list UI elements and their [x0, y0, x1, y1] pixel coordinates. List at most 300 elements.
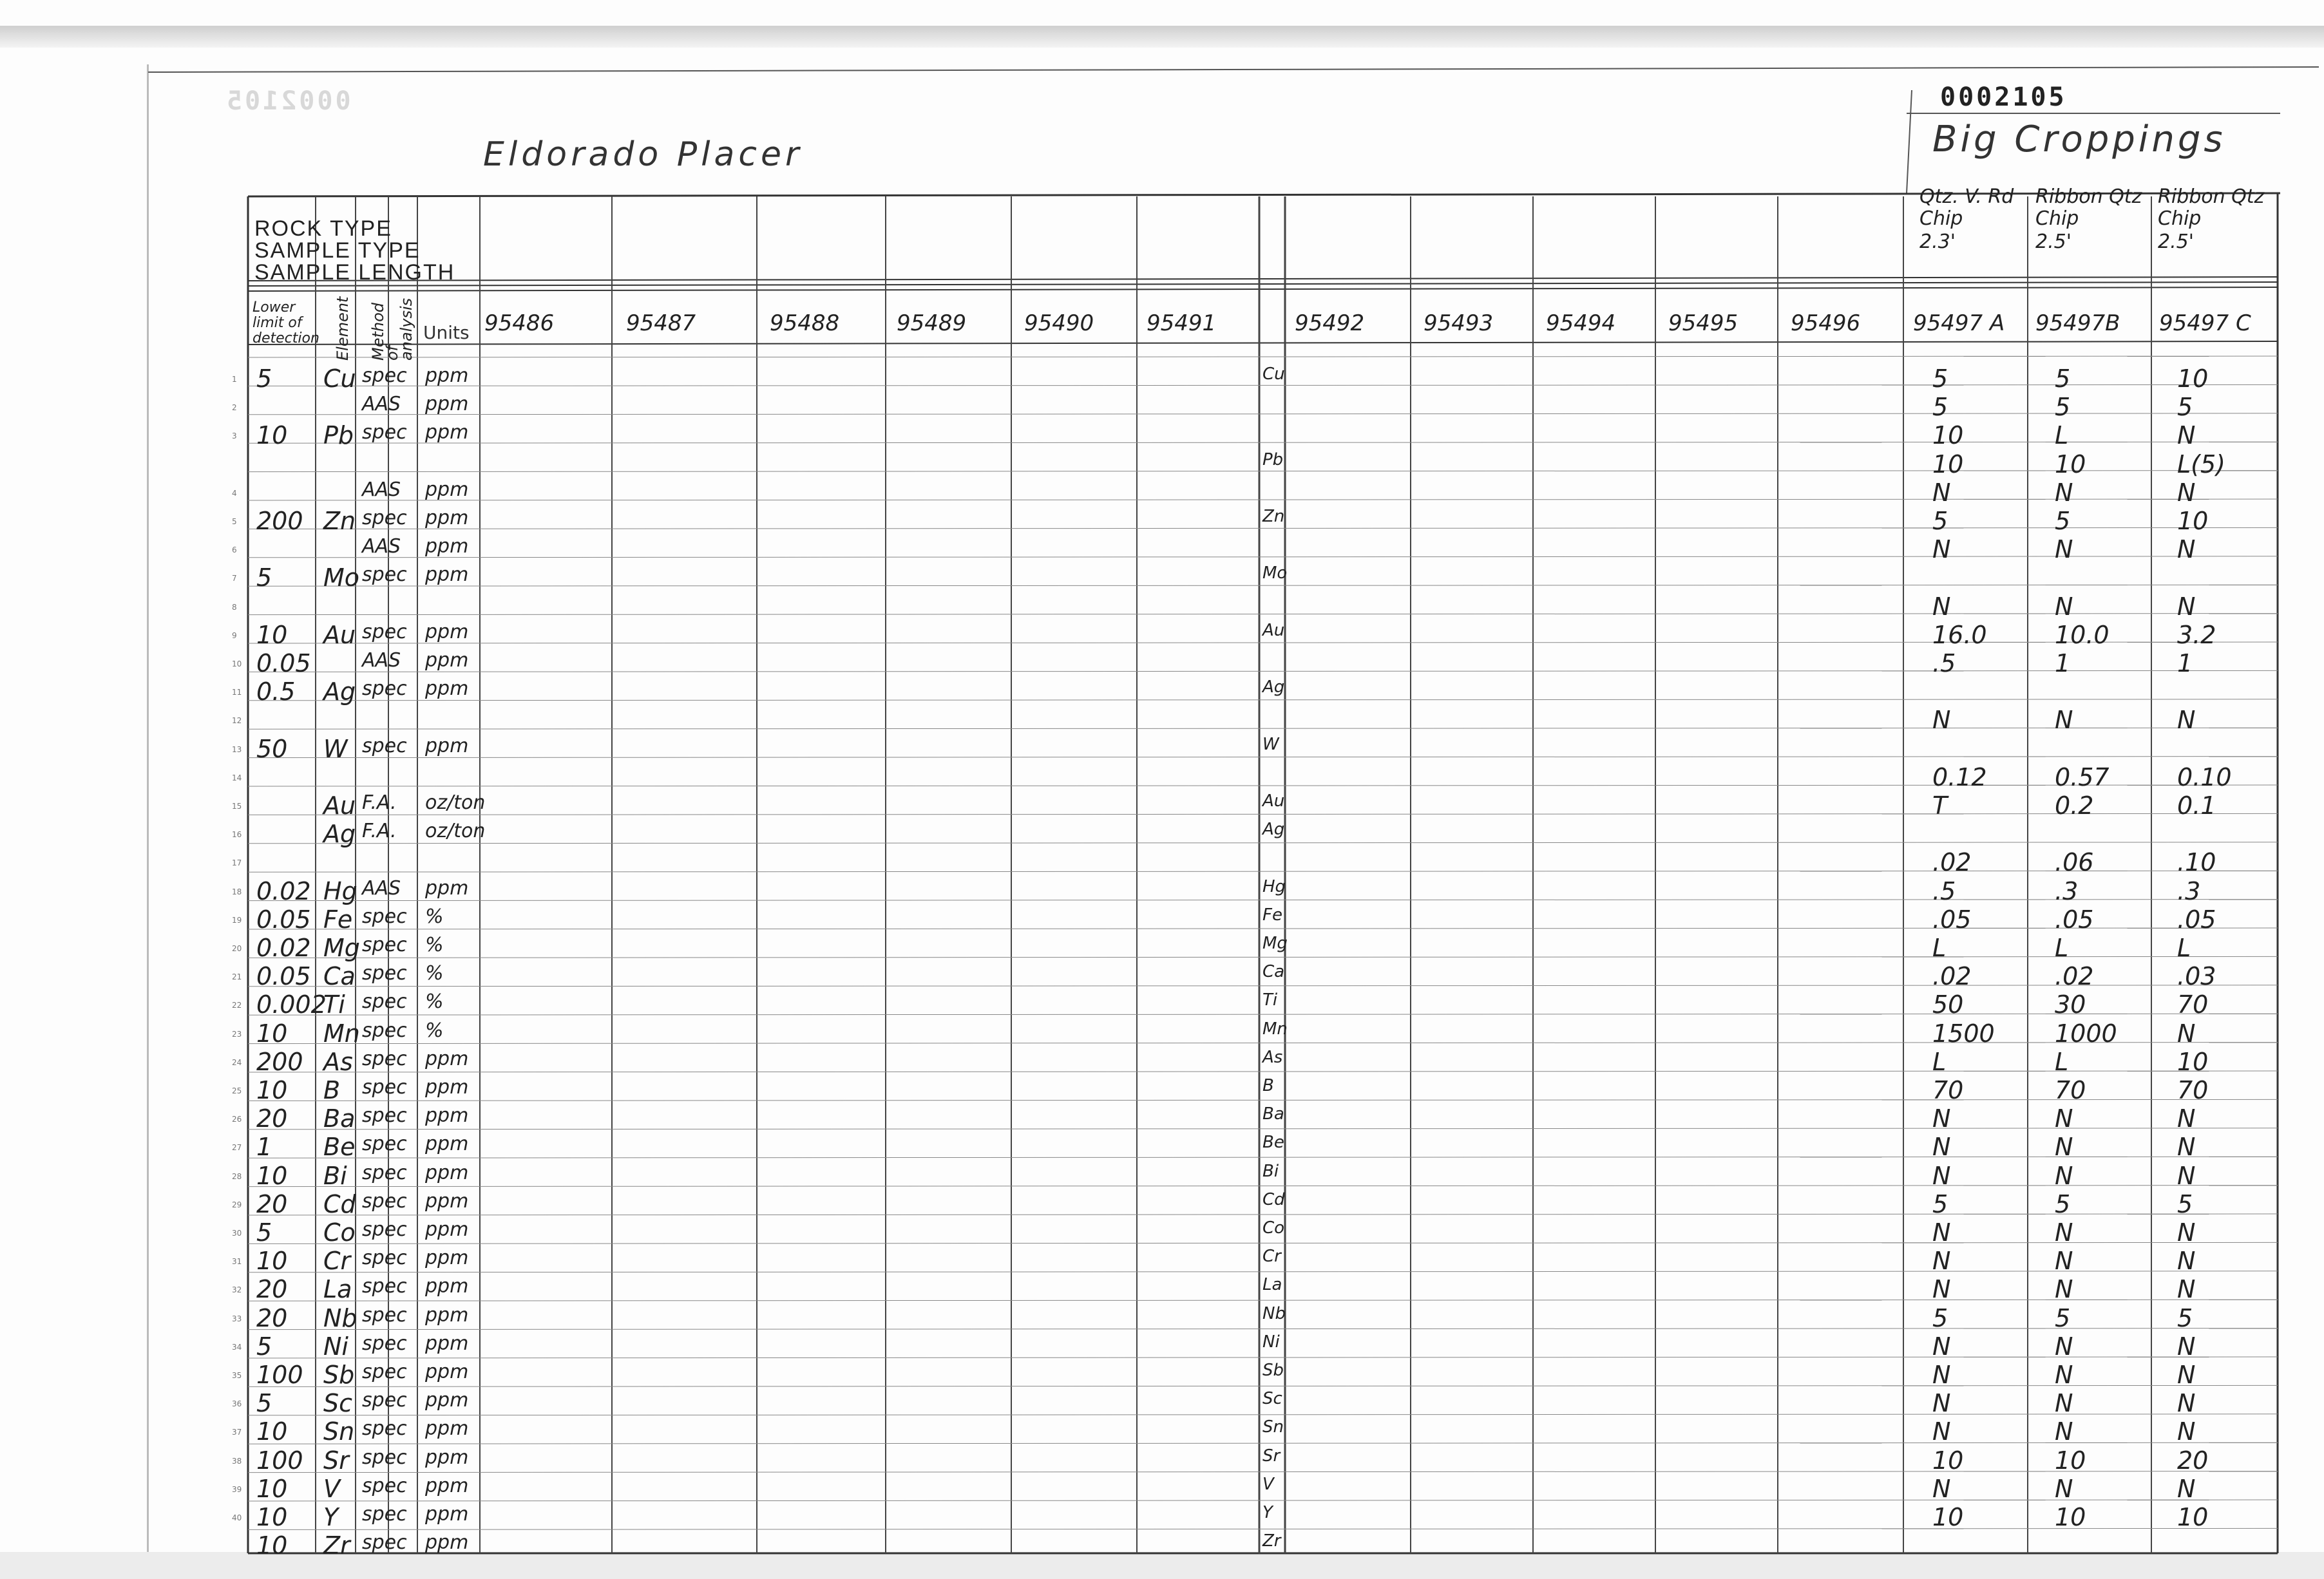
result-95497c: N: [2177, 535, 2196, 564]
lower-limit-value: 10: [256, 620, 288, 649]
row-number: 38: [232, 1456, 242, 1466]
mid-column-element: Mn: [1262, 1019, 1288, 1039]
row-line: [248, 900, 2278, 901]
method-value: spec: [362, 1104, 407, 1128]
element-symbol: B: [323, 1076, 341, 1104]
method-value: spec: [362, 1076, 407, 1099]
unit-value: %: [425, 990, 444, 1014]
row-line: [248, 499, 2278, 500]
result-95497c: N: [2177, 1019, 2196, 1048]
result-95497b: N: [2055, 706, 2073, 735]
result-95497a: N: [1932, 535, 1951, 564]
row-number: 14: [232, 773, 242, 782]
unit-value: ppm: [425, 876, 469, 900]
result-95497c: 5: [2177, 393, 2193, 422]
result-95497c: N: [2177, 1389, 2196, 1418]
method-value: spec: [362, 1303, 407, 1327]
method-value: spec: [362, 1503, 407, 1526]
sample-id: 95493: [1424, 310, 1494, 336]
method-value: spec: [362, 364, 407, 387]
mid-column-element: Sb: [1262, 1361, 1284, 1380]
mid-column-element: Sr: [1262, 1446, 1281, 1466]
row-number: 21: [232, 972, 242, 982]
result-95497c: N: [2177, 1247, 2196, 1276]
unit-value: ppm: [425, 1161, 469, 1184]
result-95497a: 10: [1932, 449, 1964, 478]
rocktype-rock-type: Qtz. V. Rd: [1919, 185, 2014, 208]
row-line: [248, 1014, 2278, 1015]
row-line: [248, 442, 2278, 443]
unit-value: ppm: [425, 1275, 469, 1298]
mid-column-element: Cd: [1262, 1189, 1285, 1209]
mid-column-element: V: [1262, 1474, 1274, 1494]
row-line: [248, 757, 2278, 758]
mid-column-element: Ag: [1262, 820, 1285, 840]
mid-column-element: Sc: [1262, 1389, 1282, 1409]
method-value: spec: [362, 1361, 407, 1383]
locality-name: Big Croppings: [1932, 118, 2226, 160]
unit-value: oz/ton: [425, 791, 486, 814]
rocktype-sample-type: Chip: [2158, 207, 2202, 230]
element-symbol: Bi: [323, 1161, 347, 1190]
row-number: 18: [232, 887, 242, 896]
row-number: 12: [232, 716, 242, 726]
row-line: [248, 1300, 2278, 1301]
lower-limit-value: 100: [256, 1361, 303, 1389]
lower-limit-line-3: detection: [252, 330, 319, 346]
row-line: [248, 356, 2278, 357]
element-symbol: Mg: [323, 934, 360, 962]
row-line: [248, 1328, 2278, 1330]
result-95497a: 5: [1932, 1303, 1948, 1332]
result-95497a: N: [1932, 1389, 1951, 1418]
result-95497a: N: [1932, 592, 1951, 621]
result-95497a: N: [1932, 1218, 1951, 1247]
row-number: 10: [232, 659, 242, 668]
result-95497b: N: [2055, 1417, 2073, 1446]
method-value: AAS: [362, 876, 401, 900]
sample-id: 95489: [897, 310, 967, 336]
unit-value: ppm: [425, 1218, 469, 1241]
unit-value: %: [425, 934, 444, 956]
method-value: spec: [362, 1019, 407, 1042]
unit-value: %: [425, 1019, 444, 1042]
result-95497c: 1: [2177, 649, 2193, 677]
unit-value: ppm: [425, 563, 469, 587]
sample-length-label: SAMPLE LENGTH: [254, 260, 455, 285]
header-rule-3: [248, 287, 2278, 291]
mid-column-element: Mg: [1262, 934, 1288, 953]
method-value: spec: [362, 563, 407, 587]
rocktype-sample-length: 2.5': [2158, 231, 2194, 253]
unit-value: ppm: [425, 677, 469, 701]
result-95497b: L: [2055, 421, 2069, 450]
mid-column-element: Fe: [1262, 905, 1282, 925]
result-95497b: 5: [2055, 364, 2071, 393]
row-line: [248, 614, 2278, 615]
mid-column-element: Ca: [1262, 962, 1285, 982]
element-symbol: Sb: [323, 1361, 355, 1389]
method-value: spec: [362, 990, 407, 1014]
method-value: spec: [362, 1047, 407, 1070]
result-95497c: 3.2: [2177, 620, 2216, 649]
row-line: [248, 985, 2278, 987]
locality-divider: [1907, 90, 1912, 193]
method-value: AAS: [362, 478, 401, 501]
element-symbol: Y: [323, 1503, 339, 1531]
document-number: 0002105: [1940, 82, 2067, 112]
lower-limit-line-2: limit of: [252, 315, 302, 331]
sample-id: 95496: [1791, 310, 1861, 336]
result-95497a: T: [1932, 791, 1948, 820]
row-number: 27: [232, 1143, 242, 1153]
result-95497a: .02: [1932, 848, 1972, 877]
unit-value: ppm: [425, 507, 469, 529]
unit-value: ppm: [425, 1389, 469, 1412]
method-value: spec: [362, 1417, 407, 1441]
row-number: 17: [232, 858, 242, 868]
row-line: [248, 1442, 2278, 1444]
sample-id: 95490: [1024, 310, 1094, 336]
unit-value: ppm: [425, 1417, 469, 1441]
result-95497c: 10: [2177, 507, 2209, 535]
mid-column-element: W: [1262, 734, 1279, 754]
result-95497b: 5: [2055, 1189, 2071, 1218]
lower-limit-value: 5: [256, 364, 272, 393]
result-95497a: N: [1932, 1275, 1951, 1304]
row-line: [248, 956, 2278, 958]
row-number: 35: [232, 1371, 242, 1380]
method-value: F.A.: [362, 820, 397, 843]
element-symbol: As: [323, 1047, 353, 1076]
mid-column-element: Sn: [1262, 1417, 1284, 1437]
lower-limit-value: 0.02: [256, 934, 311, 962]
row-line: [248, 813, 2278, 815]
element-label: Element: [334, 296, 352, 361]
result-95497a: N: [1932, 706, 1951, 735]
result-95497a: L: [1932, 1047, 1947, 1076]
row-number: 4: [232, 488, 237, 498]
header-rule-2: [248, 282, 2278, 286]
row-number: 1: [232, 375, 237, 384]
element-symbol: Ca: [323, 962, 356, 991]
row-number: 36: [232, 1399, 242, 1409]
result-95497b: N: [2055, 1247, 2073, 1276]
method-value: AAS: [362, 535, 401, 558]
row-number: 26: [232, 1115, 242, 1124]
lower-limit-value: 5: [256, 563, 272, 592]
method-label: Method of analysis: [369, 298, 415, 361]
result-95497c: 70: [2177, 990, 2209, 1019]
result-95497c: N: [2177, 1361, 2196, 1389]
row-number: 2: [232, 403, 237, 413]
unit-value: ppm: [425, 421, 469, 444]
units-label: Units: [423, 322, 470, 343]
result-95497a: 70: [1932, 1076, 1964, 1104]
row-line: [248, 1528, 2278, 1529]
lower-limit-value: 10: [256, 1531, 288, 1560]
mid-column-element: Cu: [1262, 364, 1285, 384]
mid-column-element: Zn: [1262, 507, 1285, 526]
result-95497c: 0.1: [2177, 791, 2216, 820]
result-95497b: 0.2: [2055, 791, 2094, 820]
element-symbol: Mo: [323, 563, 360, 592]
result-95497b: 70: [2055, 1076, 2086, 1104]
element-symbol: Sr: [323, 1446, 349, 1475]
result-95497a: 10: [1932, 421, 1964, 450]
row-number: 15: [232, 802, 242, 811]
unit-value: %: [425, 962, 444, 985]
lower-limit-value: 50: [256, 734, 288, 763]
element-symbol: Co: [323, 1218, 356, 1247]
element-symbol: La: [323, 1275, 352, 1304]
lower-limit-value: 200: [256, 1047, 303, 1076]
method-value: spec: [362, 1218, 407, 1241]
unit-value: ppm: [425, 1474, 469, 1497]
row-number: 9: [232, 630, 237, 640]
result-95497c: N: [2177, 1474, 2196, 1503]
sample-id: 95497B: [2035, 310, 2120, 336]
lower-limit-value: 0.05: [256, 905, 311, 934]
element-symbol: Hg: [323, 876, 357, 905]
result-95497a: 50: [1932, 990, 1964, 1019]
result-95497c: 10: [2177, 1503, 2209, 1531]
unit-value: ppm: [425, 478, 469, 501]
unit-value: ppm: [425, 364, 469, 387]
method-value: spec: [362, 934, 407, 956]
mid-column-element: Ni: [1262, 1332, 1280, 1352]
mid-column-element: Zr: [1262, 1531, 1281, 1551]
mid-column-element: Au: [1262, 791, 1285, 811]
unit-value: ppm: [425, 1332, 469, 1355]
method-value: spec: [362, 1531, 407, 1555]
mid-column-element: Au: [1262, 620, 1285, 640]
result-95497a: N: [1932, 1332, 1951, 1361]
mid-column-element: Ba: [1262, 1104, 1284, 1124]
mid-column-element: Pb: [1262, 449, 1284, 469]
unit-value: ppm: [425, 535, 469, 558]
row-number: 23: [232, 1029, 242, 1039]
result-95497b: N: [2055, 1161, 2073, 1190]
header-rule-1: [248, 277, 2278, 281]
mid-column-element: As: [1262, 1047, 1283, 1067]
element-symbol: Ag: [323, 820, 356, 849]
row-number: 29: [232, 1200, 242, 1209]
sample-id: 95494: [1546, 310, 1616, 336]
element-symbol: Ag: [323, 677, 356, 706]
result-95497a: L: [1932, 934, 1947, 962]
row-number: 40: [232, 1513, 242, 1522]
result-95497b: 10: [2055, 449, 2086, 478]
row-line: [248, 1414, 2278, 1415]
row-line: [248, 1099, 2278, 1101]
lower-limit-value: 5: [256, 1218, 272, 1247]
lower-limit-value: 0.02: [256, 876, 311, 905]
result-95497b: N: [2055, 535, 2073, 564]
result-95497b: 1000: [2055, 1019, 2117, 1048]
element-symbol: Ti: [323, 990, 345, 1019]
row-number: 37: [232, 1428, 242, 1437]
unit-value: ppm: [425, 1503, 469, 1526]
method-value: spec: [362, 1332, 407, 1355]
lower-limit-value: 10: [256, 1247, 288, 1276]
result-95497b: N: [2055, 1104, 2073, 1133]
row-line: [248, 1157, 2278, 1158]
result-95497b: .06: [2055, 848, 2094, 877]
row-number: 25: [232, 1086, 242, 1095]
method-value: spec: [362, 905, 407, 928]
method-value: spec: [362, 1389, 407, 1412]
mid-column-element: B: [1262, 1076, 1274, 1095]
result-95497a: 10: [1932, 1503, 1964, 1531]
method-value: spec: [362, 734, 407, 757]
element-symbol: Zr: [323, 1531, 350, 1560]
mid-column-element: Bi: [1262, 1161, 1279, 1181]
unit-value: ppm: [425, 393, 469, 416]
lower-limit-label: [252, 300, 319, 346]
result-95497a: N: [1932, 1161, 1951, 1190]
method-value: spec: [362, 1189, 407, 1213]
mid-column-element: Ag: [1262, 677, 1285, 697]
result-95497c: .10: [2177, 848, 2216, 877]
row-line: [248, 1271, 2278, 1272]
result-95497a: 5: [1932, 364, 1948, 393]
row-number: 34: [232, 1342, 242, 1352]
result-95497b: N: [2055, 478, 2073, 507]
element-symbol: Fe: [323, 905, 353, 934]
result-95497a: .5: [1932, 649, 1956, 677]
result-95497a: N: [1932, 1417, 1951, 1446]
row-number: 11: [232, 688, 242, 697]
element-symbol: Cu: [323, 364, 356, 393]
method-value: spec: [362, 1161, 407, 1184]
lower-limit-value: 10: [256, 1474, 288, 1503]
row-line: [248, 928, 2278, 929]
result-95497a: N: [1932, 1104, 1951, 1133]
lower-limit-value: 20: [256, 1303, 288, 1332]
lower-limit-value: 10: [256, 1076, 288, 1104]
result-95497a: 5: [1932, 393, 1948, 422]
sample-id: 95491: [1147, 310, 1217, 336]
row-number: 20: [232, 944, 242, 953]
result-95497a: 16.0: [1932, 620, 1987, 649]
sample-id: 95486: [484, 310, 555, 336]
result-95497a: .05: [1932, 905, 1972, 934]
unit-value: ppm: [425, 1247, 469, 1270]
result-95497c: 5: [2177, 1303, 2193, 1332]
result-95497c: N: [2177, 478, 2196, 507]
element-symbol: Pb: [323, 421, 354, 450]
sample-id: 95487: [626, 310, 696, 336]
lower-limit-value: 10: [256, 421, 288, 450]
result-95497c: N: [2177, 1275, 2196, 1304]
result-95497b: N: [2055, 1332, 2073, 1361]
lower-limit-value: 10: [256, 1161, 288, 1190]
mid-column-element: Y: [1262, 1503, 1273, 1522]
element-symbol: Au: [323, 620, 356, 649]
result-95497b: .02: [2055, 962, 2094, 991]
mid-column-element: Nb: [1262, 1303, 1286, 1323]
result-95497a: 1500: [1932, 1019, 1995, 1048]
element-symbol: Sc: [323, 1389, 353, 1418]
row-line: [248, 699, 2278, 701]
result-95497c: N: [2177, 1218, 2196, 1247]
row-line: [248, 728, 2278, 729]
row-number: 30: [232, 1229, 242, 1238]
result-95497b: N: [2055, 1218, 2073, 1247]
row-line: [248, 585, 2278, 586]
method-value: spec: [362, 1474, 407, 1497]
element-symbol: Zn: [323, 507, 356, 535]
mid-column-element: Co: [1262, 1218, 1285, 1238]
unit-value: ppm: [425, 734, 469, 757]
method-value: spec: [362, 1446, 407, 1469]
result-95497b: 5: [2055, 393, 2071, 422]
unit-value: ppm: [425, 620, 469, 643]
result-95497c: L: [2177, 934, 2191, 962]
result-95497b: L: [2055, 934, 2069, 962]
lower-limit-value: 100: [256, 1446, 303, 1475]
row-line: [248, 1471, 2278, 1473]
result-95497a: N: [1932, 1361, 1951, 1389]
sample-id: 95497 C: [2159, 310, 2251, 336]
mid-column-element: Ti: [1262, 990, 1278, 1010]
result-95497c: .05: [2177, 905, 2216, 934]
lower-limit-value: 200: [256, 507, 303, 535]
lower-limit-value: 0.05: [256, 649, 311, 677]
element-symbol: Sn: [323, 1417, 355, 1446]
method-value: spec: [362, 677, 407, 701]
lower-limit-value: 5: [256, 1332, 272, 1361]
row-line: [248, 556, 2278, 558]
method-value: spec: [362, 962, 407, 985]
lower-limit-value: 10: [256, 1503, 288, 1531]
sample-id: 95497 A: [1913, 310, 2005, 336]
unit-value: ppm: [425, 1104, 469, 1128]
result-95497b: N: [2055, 1361, 2073, 1389]
result-95497c: N: [2177, 1161, 2196, 1190]
unit-value: ppm: [425, 1133, 469, 1156]
sample-id: 95492: [1295, 310, 1365, 336]
result-95497c: N: [2177, 421, 2196, 450]
method-value: F.A.: [362, 791, 397, 814]
result-95497c: N: [2177, 1133, 2196, 1162]
result-95497b: N: [2055, 1133, 2073, 1162]
result-95497a: N: [1932, 1133, 1951, 1162]
method-value: spec: [362, 620, 407, 643]
result-95497b: 5: [2055, 1303, 2071, 1332]
row-line: [248, 471, 2278, 472]
document-number-bleedthrough: 0002105: [224, 86, 351, 116]
row-number: 8: [232, 602, 237, 612]
unit-value: ppm: [425, 1361, 469, 1383]
result-95497a: N: [1932, 478, 1951, 507]
row-number: 28: [232, 1171, 242, 1181]
row-number: 7: [232, 574, 237, 583]
result-95497b: N: [2055, 592, 2073, 621]
method-value: AAS: [362, 649, 401, 672]
result-95497c: 5: [2177, 1189, 2193, 1218]
rocktype-rock-type: Ribbon Qtz: [2158, 185, 2265, 208]
lower-limit-value: 5: [256, 1389, 272, 1418]
result-95497b: 10: [2055, 1446, 2086, 1475]
result-95497b: N: [2055, 1389, 2073, 1418]
result-95497c: N: [2177, 1417, 2196, 1446]
lower-limit-value: 1: [256, 1133, 272, 1162]
result-95497b: 5: [2055, 507, 2071, 535]
result-95497c: N: [2177, 1104, 2196, 1133]
element-symbol: Au: [323, 791, 356, 820]
